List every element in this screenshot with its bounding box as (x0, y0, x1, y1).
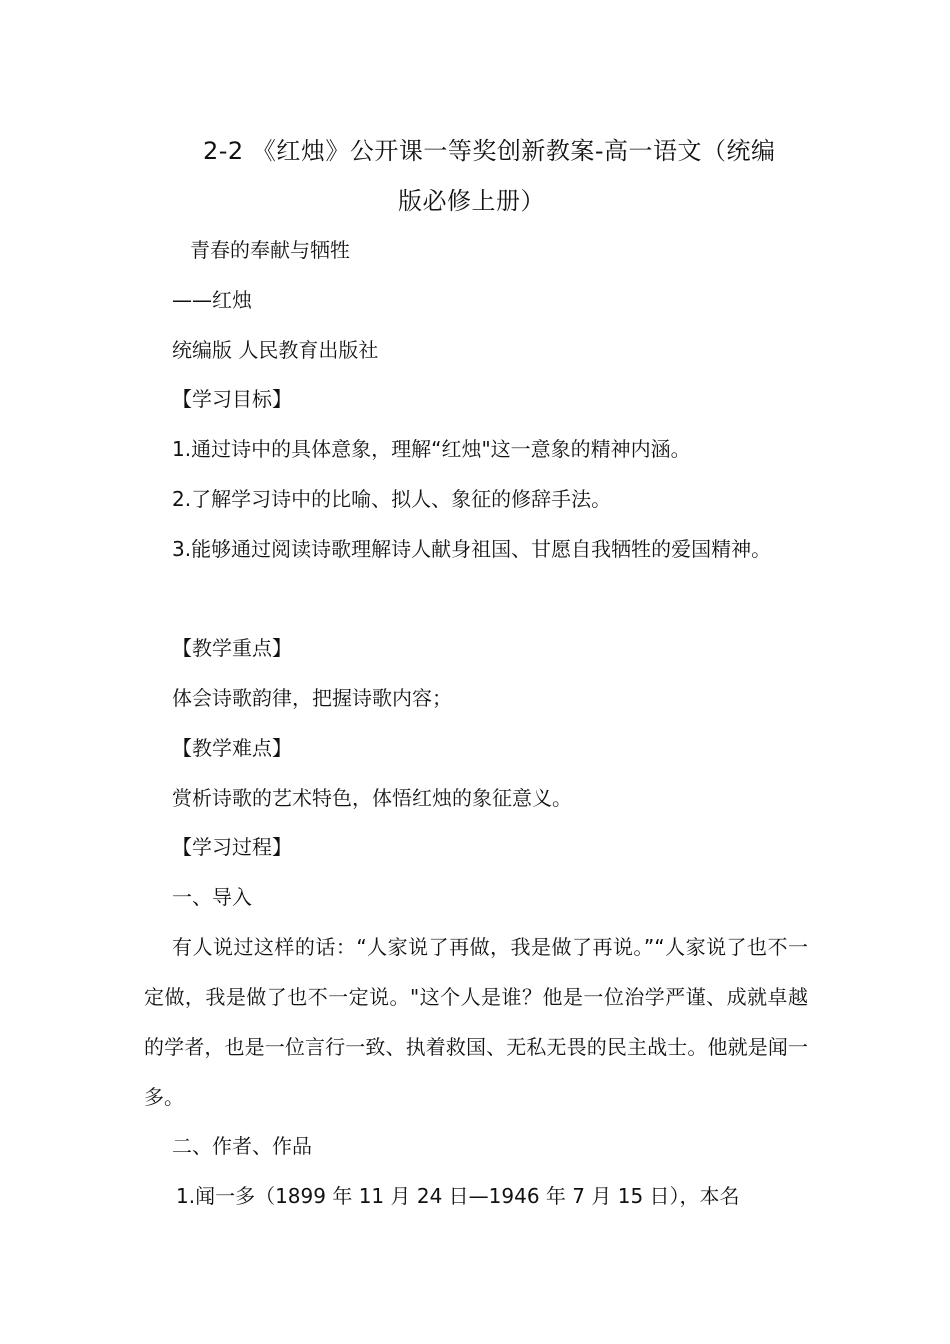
edition-line: 统编版 人民教育出版社 (172, 338, 379, 362)
heading-teaching-key-points: 【教学重点】 (172, 636, 292, 660)
heading-learning-goals: 【学习目标】 (172, 387, 292, 411)
document-title-line-1: 2-2 《红烛》公开课一等奖创新教案-高一语文（统编 (203, 137, 776, 165)
author-bio-line: 1.闻一多（1899 年 11 月 24 日—1946 年 7 月 15 日），本名 (176, 1184, 740, 1208)
heading-learning-process: 【学习过程】 (172, 835, 292, 859)
goal-item-3: 3.能够通过阅读诗歌理解诗人献身祖国、甘愿自我牺牲的爱国精神。 (172, 537, 772, 561)
heading-teaching-difficulties: 【教学难点】 (172, 736, 292, 760)
document-title-line-2: 版必修上册） (398, 187, 545, 215)
difficulties-text: 赏析诗歌的艺术特色，体悟红烛的象征意义。 (172, 786, 572, 810)
section-author-works: 二、作者、作品 (172, 1134, 312, 1158)
goal-item-2: 2.了解学习诗中的比喻、拟人、象征的修辞手法。 (172, 487, 612, 511)
intro-paragraph: 有人说过这样的话：“人家说了再做，我是做了再说。”“人家说了也不一定做，我是做了也不一定说。"这个人是谁？他是一位治学严谨、成就卓越的学者，也是一位言行一致、执着救国、无私无畏的民主战士。他就是闻一多。 (144, 935, 808, 1109)
subtitle: 青春的奉献与牺牲 (190, 238, 350, 262)
section-introduction: 一、导入 (172, 885, 252, 909)
dash-title: ——红烛 (172, 288, 252, 312)
key-points-text: 体会诗歌韵律，把握诗歌内容； (172, 686, 452, 710)
goal-item-1: 1.通过诗中的具体意象，理解“红烛"这一意象的精神内涵。 (172, 437, 691, 461)
